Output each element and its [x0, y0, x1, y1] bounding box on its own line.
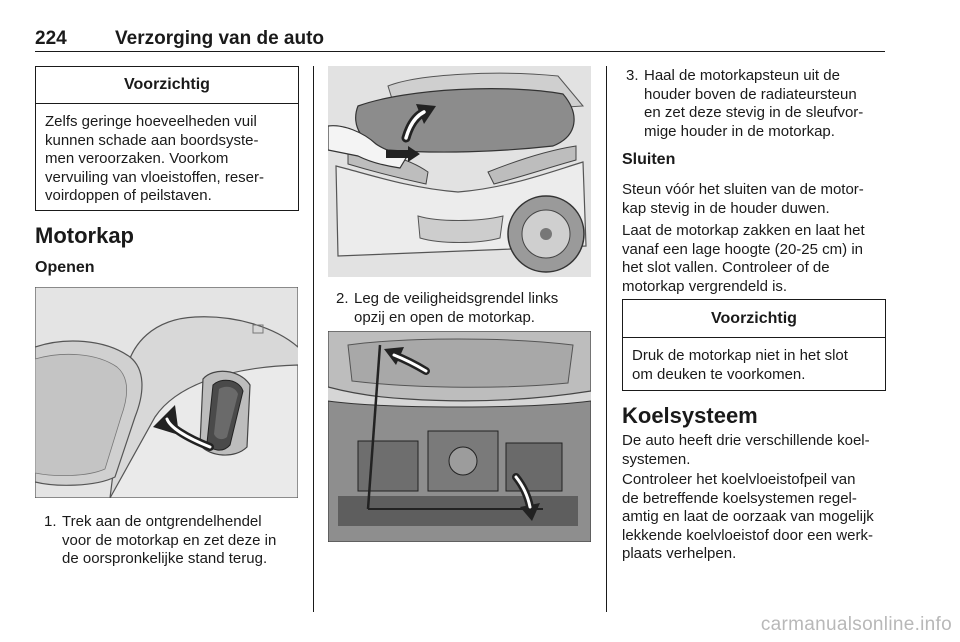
step-line: Haal de motorkapsteun uit de: [644, 67, 840, 84]
caution-line: kunnen schade aan boordsyste-: [45, 131, 259, 149]
section-heading-koelsysteem: Koelsysteem: [622, 403, 758, 428]
caution-line: men veroorzaken. Voorkom: [45, 150, 229, 167]
paragraph-closing-1: [622, 181, 888, 218]
paragraph-line: plaats verhelpen.: [622, 545, 737, 562]
paragraph-line: De auto heeft drie verschillende koel-: [622, 432, 870, 449]
paragraph-line: systemen.: [622, 450, 691, 468]
caution-line: vervuiling van vloeistoffen, reser-: [45, 168, 264, 186]
paragraph-line: de betreffende koelsystemen regel-: [622, 489, 857, 507]
subheading-openen: Openen: [35, 259, 95, 276]
caution-box-dirt: [35, 66, 299, 211]
figure-car-front: [328, 66, 591, 277]
step-line: en zet deze stevig in de sleufvor-: [644, 104, 864, 121]
paragraph-line: amtig en laat de oorzaak van mogelijk: [622, 508, 874, 525]
header-rule: [35, 51, 885, 52]
caution-body: [623, 338, 885, 384]
paragraph-line: het slot vallen. Controleer of de: [622, 259, 830, 276]
caution-line: Zelfs geringe hoeveelheden vuil: [45, 113, 257, 130]
step-text: [644, 67, 863, 141]
step-line: Leg de veiligheidsgrendel links: [354, 290, 559, 307]
paragraph-line: Controleer het koelvloeistofpeil van: [622, 471, 856, 488]
column-divider-1: [313, 66, 314, 612]
caution-title: Voorzichtig: [623, 300, 885, 338]
caution-body: [36, 104, 298, 206]
page-number: 224: [35, 28, 67, 49]
section-heading-motorkap: Motorkap: [35, 223, 134, 248]
caution-line: voirdoppen of peilstaven.: [45, 187, 212, 204]
column-divider-2: [606, 66, 607, 612]
page-header: [35, 28, 885, 52]
step-line: houder boven de radiateursteun: [644, 85, 857, 103]
paragraph-line: motorkap vergrendeld is.: [622, 277, 788, 295]
step-line: voor de motorkap en zet deze in: [62, 531, 277, 549]
step-line: mige houder in de motorkap.: [644, 122, 835, 140]
figure-engine-bay: [328, 331, 591, 542]
caution-line: Druk de motorkap niet in het slot: [632, 347, 848, 364]
step-number: 2.: [336, 290, 349, 307]
paragraph-line: Laat de motorkap zakken en laat het: [622, 222, 865, 239]
watermark: carmanualsonline.info: [760, 614, 952, 635]
step-line: Trek aan de ontgrendelhendel: [62, 513, 262, 530]
figure-release-lever: [35, 287, 298, 498]
step-2: [336, 290, 598, 330]
step-1: [44, 513, 304, 573]
paragraph-cooling-2: [622, 471, 888, 564]
step-3: [626, 67, 888, 147]
caution-title: Voorzichtig: [36, 67, 298, 104]
paragraph-closing-2: [622, 222, 888, 296]
paragraph-line: lekkende koelvloeistof door een werk-: [622, 526, 873, 544]
step-number: 3.: [626, 67, 639, 84]
step-line: de oorspronkelijke stand terug.: [62, 550, 268, 567]
paragraph-line: Steun vóór het sluiten van de motor-: [622, 181, 864, 198]
caution-box-dents: [622, 299, 886, 391]
step-text: [354, 290, 558, 327]
paragraph-line: vanaf een lage hoogte (20-25 cm) in: [622, 240, 863, 258]
paragraph-cooling-1: [622, 432, 888, 469]
subheading-sluiten: Sluiten: [622, 151, 676, 168]
caution-line: om deuken te voorkomen.: [632, 365, 806, 383]
paragraph-line: kap stevig in de houder duwen.: [622, 199, 830, 217]
step-text: [62, 513, 276, 569]
chapter-title: Verzorging van de auto: [115, 28, 325, 49]
step-number: 1.: [44, 513, 57, 530]
step-line: opzij en open de motorkap.: [354, 308, 535, 326]
